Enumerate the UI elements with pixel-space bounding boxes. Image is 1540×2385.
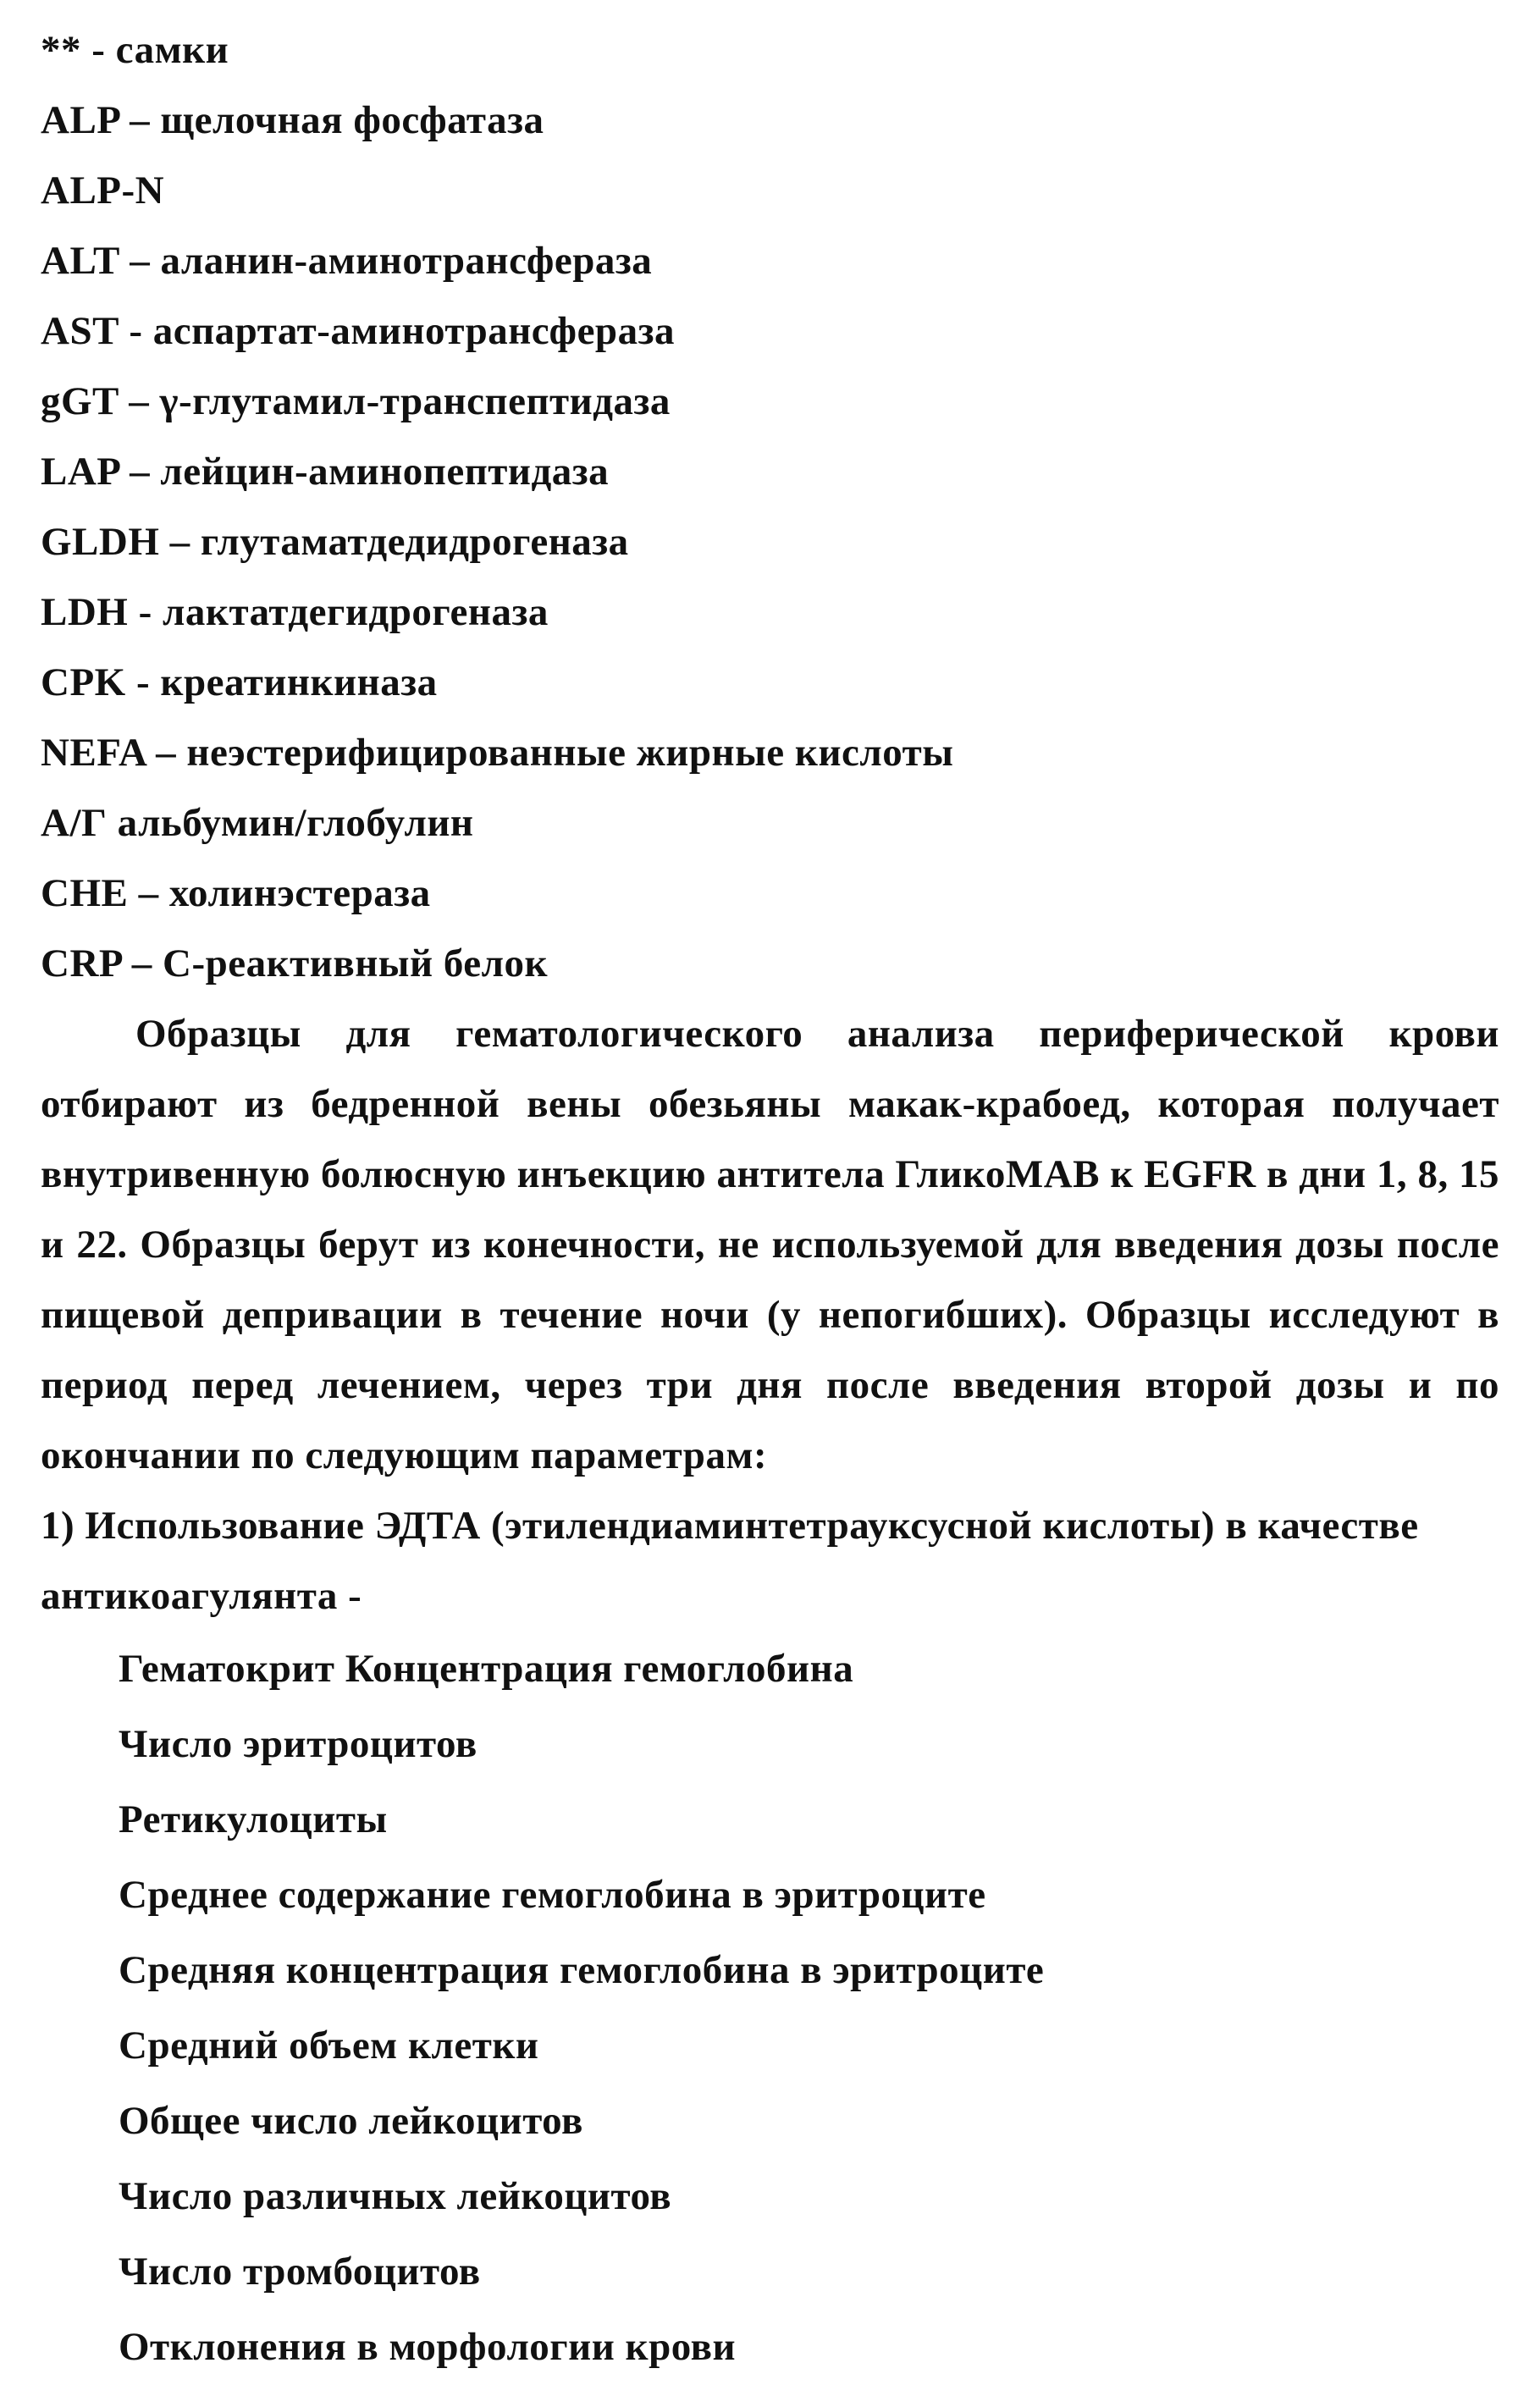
abbreviation-line: NEFA – неэстерифицированные жирные кислоты	[41, 731, 954, 775]
abbreviation-line: ALP – щелочная фосфатаза	[41, 98, 544, 142]
abbreviation-line: LAP – лейцин-аминопептидаза	[41, 450, 610, 494]
abbreviation-line: А/Г альбумин/глобулин	[41, 801, 474, 845]
parameter-line: Число тромбоцитов	[119, 2250, 481, 2294]
parameter-line: Ретикулоциты	[119, 1797, 388, 1841]
parameter-line: Число различных лейкоцитов	[119, 2174, 672, 2218]
abbreviation-line: LDH - лактатдегидрогеназа	[41, 590, 549, 634]
parameter-list	[41, 1631, 1499, 2385]
abbreviation-line: GLDH – глутаматдедидрогеназа	[41, 520, 629, 564]
abbreviation-line: CHE – холинэстераза	[41, 871, 431, 915]
abbreviation-line: ALT – аланин-аминотрансфераза	[41, 239, 653, 283]
abbreviation-line: CPK - креатинкиназа	[41, 660, 438, 704]
body-paragraph: Образцы для гематологического анализа периферической крови отбирают из бедренной вены обезьяны макак-крабоед, которая получает внутривенную болюсную инъекцию антитела ГликоМАВ к EGFR в дни 1, 8, 15 и 22. Образцы берут из конечности, не используемой для введения дозы после пищевой депривации в течение ночи (у непогибших). Образцы исследуют в период перед лечением, через три дня после введения второй дозы и по окончании по следующим параметрам:	[41, 1012, 1499, 1477]
abbreviation-line: ** - самки	[41, 28, 229, 72]
parameter-line: Отклонения в морфологии крови	[119, 2325, 737, 2369]
abbreviation-line: ALP-N	[41, 168, 165, 213]
parameter-line: Общее число лейкоцитов	[119, 2099, 583, 2143]
numbered-item-paragraph: 1) Использование ЭДТА (этилендиаминтетрауксусной кислоты) в качестве антикоагулянта -	[41, 1504, 1419, 1618]
parameter-line: Средняя концентрация гемоглобина в эритроците	[119, 1948, 1045, 1992]
abbreviation-line: gGT – γ-глутамил-транспептидаза	[41, 379, 671, 423]
abbreviation-line: CRP – С-реактивный белок	[41, 941, 549, 985]
abbreviation-line: AST - аспартат-аминотрансфераза	[41, 309, 675, 353]
parameter-line: Среднее содержание гемоглобина в эритроците	[119, 1873, 986, 1917]
parameter-line: Средний объем клетки	[119, 2023, 539, 2068]
abbreviation-list	[41, 15, 1499, 999]
parameter-line: Гематокрит Концентрация гемоглобина	[119, 1647, 854, 1691]
parameter-line: Число эритроцитов	[119, 1722, 477, 1766]
